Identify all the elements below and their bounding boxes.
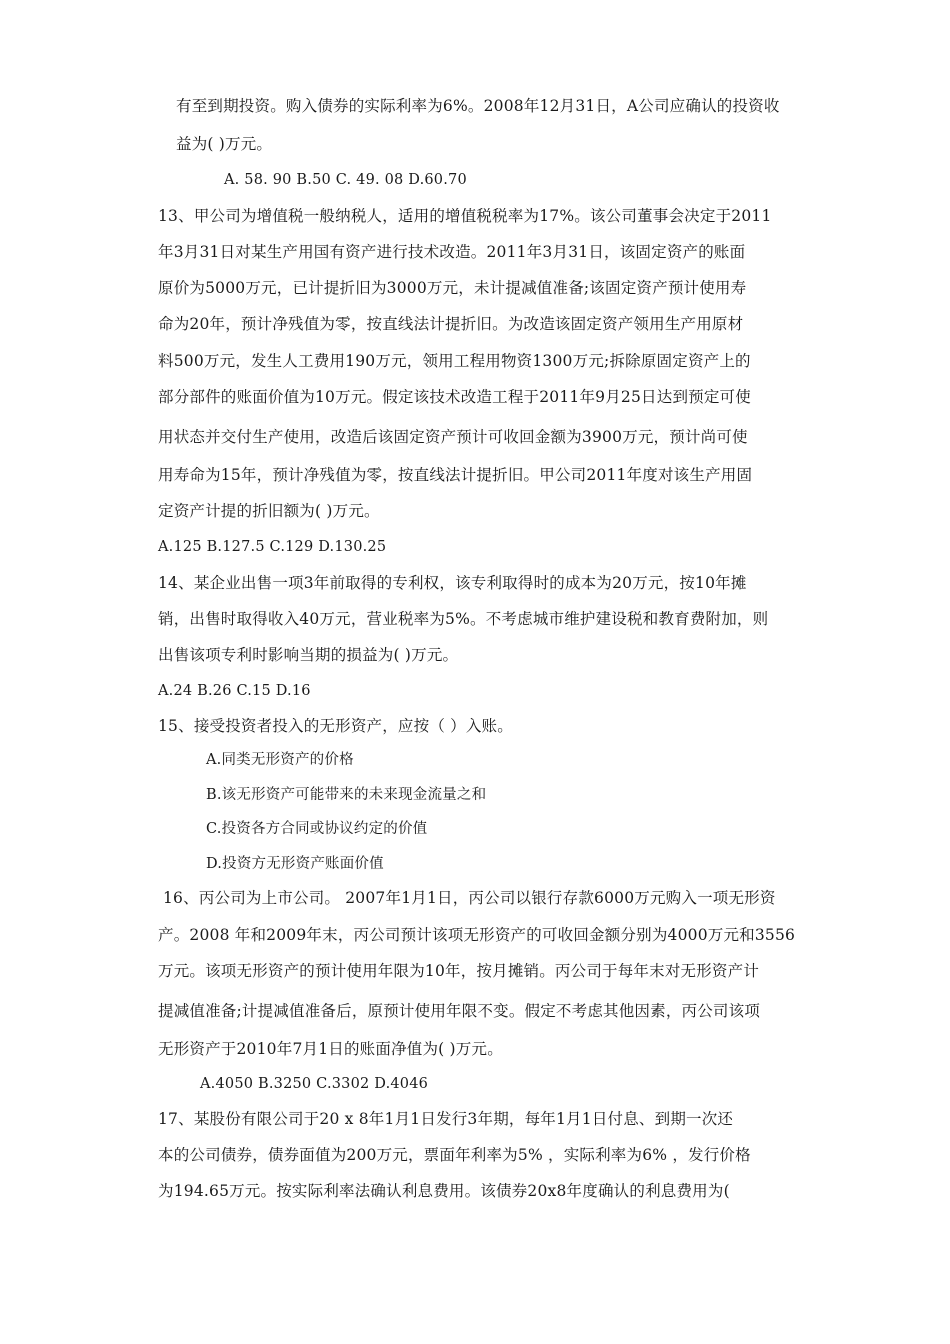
answer-option-d: D.投资方无形资产账面价值: [206, 856, 384, 872]
text-line: 定资产计提的折旧额为( )万元。: [158, 502, 380, 520]
text-line: 料500万元，发生人工费用190万元，领用工程用物资1300万元;拆除原固定资产上的: [158, 352, 751, 370]
text-line: 用状态并交付生产使用，改造后该固定资产预计可收回金额为3900万元，预计尚可使: [158, 428, 748, 446]
answer-option-b: B.该无形资产可能带来的未来现金流量之和: [206, 787, 487, 803]
text-line: 销，出售时取得收入40万元，营业税率为5%。不考虑城市维护建设税和教育费附加，则: [158, 610, 769, 628]
answer-options: A.125 B.127.5 C.129 D.130.25: [158, 539, 387, 555]
text-line: 万元。该项无形资产的预计使用年限为10年，按月摊销。丙公司于每年末对无形资产计: [158, 962, 760, 980]
question-17-line: 17、某股份有限公司于20 x 8年1月1日发行3年期，每年1月1日付息、到期一次还: [158, 1110, 734, 1128]
text-line: 产。2008 年和2009年末，丙公司预计该项无形资产的可收回金额分别为4000万元和3556: [158, 926, 796, 944]
text-line: 年3月31日对某生产用国有资产进行技术改造。2011年3月31日，该固定资产的账面: [158, 243, 746, 261]
text-line: 命为20年，预计净残值为零，按直线法计提折旧。为改造该固定资产领用生产用原材: [158, 315, 744, 333]
text-line: 原价为5000万元，已计提折旧为3000万元，未计提减值准备;该固定资产预计使用寿: [158, 279, 747, 297]
text-line: 用寿命为15年，预计净残值为零，按直线法计提折旧。甲公司2011年度对该生产用固: [158, 466, 753, 484]
text-line: 有至到期投资。购入债券的实际利率为6%。2008年12月31日，A公司应确认的投资收: [176, 97, 780, 115]
text-line: 提减值准备;计提减值准备后，原预计使用年限不变。假定不考虑其他因素，丙公司该项: [158, 1002, 761, 1020]
question-14-line: 14、某企业出售一项3年前取得的专利权，该专利取得时的成本为20万元，按10年摊: [158, 574, 747, 592]
text-line: 益为( )万元。: [176, 135, 273, 153]
text-line: 无形资产于2010年7月1日的账面净值为( )万元。: [158, 1040, 503, 1058]
answer-option-a: A.同类无形资产的价格: [206, 752, 354, 768]
question-13-line: 13、甲公司为增值税一般纳税人，适用的增值税税率为17%。该公司董事会决定于2011: [158, 207, 772, 225]
question-16-line: 16、丙公司为上市公司。 2007年1月1日，丙公司以银行存款6000万元购入一项无形资: [163, 889, 776, 907]
answer-option-c: C.投资各方合同或协议约定的价值: [206, 821, 428, 837]
text-line: 出售该项专利时影响当期的损益为( )万元。: [158, 646, 459, 664]
answer-options: A.4050 B.3250 C.3302 D.4046: [200, 1076, 429, 1092]
answer-options: A. 58. 90 B.50 C. 49. 08 D.60.70: [224, 172, 467, 188]
text-line: 为194.65万元。按实际利率法确认利息费用。该债券20x8年度确认的利息费用为(: [158, 1182, 730, 1200]
answer-options: A.24 B.26 C.15 D.16: [158, 683, 311, 699]
text-line: 部分部件的账面价值为10万元。假定该技术改造工程于2011年9月25日达到预定可使: [158, 388, 751, 406]
question-15-line: 15、接受投资者投入的无形资产，应按（ ）入账。: [158, 717, 513, 735]
text-line: 本的公司债券，债券面值为200万元，票面年利率为5% ，实际利率为6% ，发行价格: [158, 1146, 751, 1164]
